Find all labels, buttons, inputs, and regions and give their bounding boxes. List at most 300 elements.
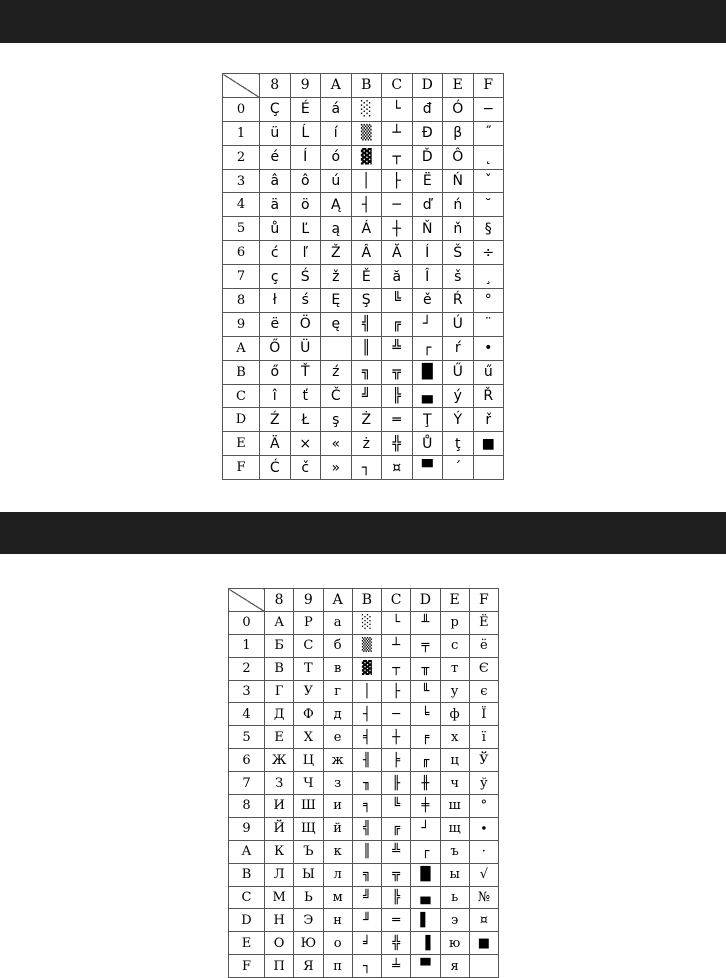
glyph-cell: М [265, 886, 294, 909]
glyph-cell: Ё [469, 611, 498, 634]
table-row [223, 289, 504, 313]
table-row [229, 772, 499, 795]
glyph-cell: ╗ [352, 863, 381, 886]
table-row [223, 312, 504, 336]
glyph-cell: ¤ [382, 456, 413, 480]
character-code-table-top [222, 73, 504, 480]
glyph-cell: í [321, 121, 352, 145]
glyph-cell: Ж [265, 749, 294, 772]
glyph-cell: ▀ [411, 955, 440, 978]
glyph-cell: ╩ [382, 336, 413, 360]
glyph-cell: ˇ [473, 169, 504, 193]
glyph-cell: ∙ [469, 817, 498, 840]
glyph-cell: п [323, 955, 352, 978]
table-row [229, 817, 499, 840]
glyph-cell: ╧ [382, 955, 411, 978]
glyph-cell: Ţ [412, 408, 443, 432]
glyph-cell: ▒ [351, 121, 382, 145]
glyph-cell: ╦ [382, 863, 411, 886]
table-row [223, 408, 504, 432]
glyph-cell: е [323, 726, 352, 749]
glyph-cell: ш [440, 795, 469, 818]
glyph-cell: ë [260, 312, 291, 336]
glyph-cell: ┤ [351, 193, 382, 217]
glyph-cell: щ [440, 817, 469, 840]
glyph-cell: Ů [412, 432, 443, 456]
glyph-cell: ý [443, 384, 474, 408]
glyph-cell: ü [260, 121, 291, 145]
glyph-cell: ÷ [473, 241, 504, 265]
table-row [223, 265, 504, 289]
glyph-cell: Э [294, 909, 323, 932]
glyph-cell: └ [382, 611, 411, 634]
glyph-cell: ═ [382, 909, 411, 932]
glyph-cell: я [440, 955, 469, 978]
glyph-cell: ъ [440, 840, 469, 863]
glyph-cell: ▄ [411, 886, 440, 909]
glyph-cell: Г [265, 680, 294, 703]
glyph-cell: й [323, 817, 352, 840]
glyph-cell: є [469, 680, 498, 703]
glyph-cell: ╢ [352, 749, 381, 772]
row-header: B [223, 360, 260, 384]
glyph-cell: Ъ [294, 840, 323, 863]
glyph-cell: ═ [382, 408, 413, 432]
glyph-cell: Й [265, 817, 294, 840]
row-header: D [229, 909, 265, 932]
glyph-cell: ╣ [352, 817, 381, 840]
glyph-cell: Ą [321, 193, 352, 217]
glyph-cell: ŕ [443, 336, 474, 360]
table-row [223, 97, 504, 121]
glyph-cell: ╕ [352, 795, 381, 818]
glyph-cell: ° [469, 795, 498, 818]
glyph-cell: ■ [473, 432, 504, 456]
glyph-cell: ─ [382, 703, 411, 726]
glyph-cell [473, 456, 504, 480]
glyph-cell: Ä [260, 432, 291, 456]
glyph-cell: ł [260, 289, 291, 313]
glyph-cell: Є [469, 657, 498, 680]
glyph-cell: │ [351, 169, 382, 193]
table-row [229, 657, 499, 680]
table-row [229, 909, 499, 932]
row-header: 9 [223, 312, 260, 336]
glyph-cell: ć [260, 241, 291, 265]
glyph-cell: Ö [290, 312, 321, 336]
corner-cell [229, 589, 265, 612]
glyph-cell: ź [321, 360, 352, 384]
glyph-cell: Ď [412, 145, 443, 169]
glyph-cell: ╠ [382, 384, 413, 408]
row-header: 9 [229, 817, 265, 840]
glyph-cell: ╝ [352, 886, 381, 909]
glyph-cell: ő [260, 360, 291, 384]
table-row [229, 886, 499, 909]
row-header: 1 [223, 121, 260, 145]
glyph-cell: ╘ [411, 703, 440, 726]
row-header: 2 [223, 145, 260, 169]
glyph-cell: ▒ [352, 634, 381, 657]
glyph-cell: ┘ [412, 312, 443, 336]
table-row [229, 932, 499, 955]
glyph-cell: Ř [473, 384, 504, 408]
glyph-cell: Ў [469, 749, 498, 772]
glyph-cell: ╚ [382, 795, 411, 818]
glyph-cell: ┤ [352, 703, 381, 726]
glyph-cell: « [321, 432, 352, 456]
header-row [229, 589, 499, 612]
glyph-cell: ¨ [473, 312, 504, 336]
glyph-cell: Ę [321, 289, 352, 313]
glyph-cell: л [323, 863, 352, 886]
glyph-cell: Ě [351, 265, 382, 289]
glyph-cell: Ň [412, 217, 443, 241]
glyph-cell: з [323, 772, 352, 795]
glyph-cell: ř [473, 408, 504, 432]
glyph-cell: █ [411, 863, 440, 886]
glyph-cell: └ [382, 97, 413, 121]
glyph-cell: ľ [290, 241, 321, 265]
glyph-cell: ї [469, 726, 498, 749]
header-row [223, 74, 504, 98]
glyph-cell: ў [469, 772, 498, 795]
glyph-cell: ╤ [411, 634, 440, 657]
glyph-cell: á [321, 97, 352, 121]
glyph-cell: ╓ [411, 749, 440, 772]
table-row [223, 384, 504, 408]
row-header: 0 [223, 97, 260, 121]
glyph-cell: А [265, 611, 294, 634]
row-header: E [229, 932, 265, 955]
row-header: 1 [229, 634, 265, 657]
glyph-cell: ╔ [382, 312, 413, 336]
glyph-cell: Н [265, 909, 294, 932]
glyph-cell: ú [321, 169, 352, 193]
row-header: 8 [223, 289, 260, 313]
glyph-cell: Ť [290, 360, 321, 384]
row-header: F [223, 456, 260, 480]
glyph-cell: ┴ [382, 634, 411, 657]
glyph-cell: Ш [294, 795, 323, 818]
glyph-cell: ╥ [411, 657, 440, 680]
glyph-cell: » [321, 456, 352, 480]
row-header: 3 [229, 680, 265, 703]
glyph-cell: ˝ [473, 121, 504, 145]
column-header: D [411, 589, 440, 612]
glyph-cell: м [323, 886, 352, 909]
glyph-cell: Ь [294, 886, 323, 909]
character-code-table-bottom [228, 588, 499, 978]
glyph-cell: Ł [290, 408, 321, 432]
glyph-cell: Е [265, 726, 294, 749]
glyph-cell: Á [351, 217, 382, 241]
table-row [223, 145, 504, 169]
row-header: D [223, 408, 260, 432]
row-header: C [229, 886, 265, 909]
glyph-cell: ░ [351, 97, 382, 121]
glyph-cell: ║ [352, 840, 381, 863]
glyph-cell: ă [382, 265, 413, 289]
glyph-cell: Р [294, 611, 323, 634]
glyph-cell: ˘ [473, 193, 504, 217]
glyph-cell: ç [260, 265, 291, 289]
glyph-cell: ╣ [351, 312, 382, 336]
glyph-cell: ╦ [382, 360, 413, 384]
glyph-cell: Ý [443, 408, 474, 432]
glyph-cell: ├ [382, 680, 411, 703]
row-header: C [223, 384, 260, 408]
glyph-cell: √ [469, 863, 498, 886]
glyph-cell: î [260, 384, 291, 408]
glyph-cell: é [260, 145, 291, 169]
glyph-cell: Ó [443, 97, 474, 121]
glyph-cell: П [265, 955, 294, 978]
glyph-cell: х [440, 726, 469, 749]
glyph-cell: ╫ [411, 772, 440, 795]
column-header: B [352, 589, 381, 612]
glyph-cell: С [294, 634, 323, 657]
table-row [229, 680, 499, 703]
glyph-cell: ű [473, 360, 504, 384]
glyph-cell: т [440, 657, 469, 680]
glyph-cell: ж [323, 749, 352, 772]
table-row [229, 749, 499, 772]
glyph-cell: Ş [351, 289, 382, 313]
column-header: 8 [260, 74, 291, 98]
glyph-cell: ╛ [352, 932, 381, 955]
column-header: C [382, 74, 413, 98]
glyph-cell: Т [294, 657, 323, 680]
glyph-cell: Ż [351, 408, 382, 432]
table-row [229, 955, 499, 978]
glyph-cell: Ś [290, 265, 321, 289]
glyph-cell: Ë [412, 169, 443, 193]
glyph-cell: ┬ [382, 657, 411, 680]
glyph-cell: э [440, 909, 469, 932]
table-row [223, 217, 504, 241]
glyph-cell: ч [440, 772, 469, 795]
row-header: 7 [229, 772, 265, 795]
glyph-cell: ´ [443, 456, 474, 480]
glyph-cell: ░ [352, 611, 381, 634]
table-row [229, 703, 499, 726]
glyph-cell: Ô [443, 145, 474, 169]
row-header: B [229, 863, 265, 886]
glyph-cell: о [323, 932, 352, 955]
table-row [229, 611, 499, 634]
glyph-cell: р [440, 611, 469, 634]
glyph-cell: − [473, 97, 504, 121]
column-header: F [473, 74, 504, 98]
glyph-cell: О [265, 932, 294, 955]
glyph-cell: ┐ [352, 955, 381, 978]
glyph-cell: Ő [260, 336, 291, 360]
glyph-cell: ╖ [352, 772, 381, 795]
glyph-cell: │ [352, 680, 381, 703]
glyph-cell [469, 955, 498, 978]
column-header: 9 [294, 589, 323, 612]
glyph-cell: ¸ [473, 265, 504, 289]
table-row [223, 432, 504, 456]
glyph-cell: Č [321, 384, 352, 408]
table-row [223, 241, 504, 265]
corner-cell [223, 74, 260, 98]
glyph-cell: с [440, 634, 469, 657]
glyph-cell: • [473, 336, 504, 360]
glyph-cell: ╟ [382, 772, 411, 795]
glyph-cell: ┼ [382, 726, 411, 749]
row-header: 0 [229, 611, 265, 634]
glyph-cell: ö [290, 193, 321, 217]
glyph-cell: ц [440, 749, 469, 772]
glyph-cell: ╚ [382, 289, 413, 313]
glyph-cell: ┼ [382, 217, 413, 241]
glyph-cell: Ű [443, 360, 474, 384]
glyph-cell: Ź [260, 408, 291, 432]
glyph-cell: ▄ [412, 384, 443, 408]
glyph-cell: ş [321, 408, 352, 432]
glyph-cell: ž [321, 265, 352, 289]
row-header: A [229, 840, 265, 863]
glyph-cell: и [323, 795, 352, 818]
glyph-cell: З [265, 772, 294, 795]
table-row [229, 634, 499, 657]
glyph-cell: ╝ [351, 384, 382, 408]
glyph-cell: § [473, 217, 504, 241]
glyph-cell: ô [290, 169, 321, 193]
glyph-cell: В [265, 657, 294, 680]
glyph-cell: đ [412, 97, 443, 121]
glyph-cell: ▐ [411, 932, 440, 955]
glyph-cell: ď [412, 193, 443, 217]
glyph-cell: ╪ [411, 795, 440, 818]
glyph-cell: Î [412, 265, 443, 289]
glyph-cell: ˛ [473, 145, 504, 169]
glyph-cell: ┘ [411, 817, 440, 840]
glyph-cell: ё [469, 634, 498, 657]
glyph-cell: ╬ [382, 432, 413, 456]
table-row [223, 121, 504, 145]
glyph-cell: ┐ [351, 456, 382, 480]
glyph-cell: д [323, 703, 352, 726]
glyph-cell: К [265, 840, 294, 863]
glyph-cell: ╗ [351, 360, 382, 384]
glyph-cell: ю [440, 932, 469, 955]
glyph-cell: ┌ [412, 336, 443, 360]
glyph-cell: Ľ [290, 217, 321, 241]
glyph-cell: ů [260, 217, 291, 241]
glyph-cell: Ú [443, 312, 474, 336]
glyph-cell: Ü [290, 336, 321, 360]
row-header: 7 [223, 265, 260, 289]
glyph-cell: ▀ [412, 456, 443, 480]
glyph-cell: Ć [260, 456, 291, 480]
row-header: 2 [229, 657, 265, 680]
table-row [223, 360, 504, 384]
glyph-cell: ╨ [411, 611, 440, 634]
glyph-cell: É [290, 97, 321, 121]
glyph-cell: â [260, 169, 291, 193]
column-header: E [443, 74, 474, 98]
glyph-cell: Ю [294, 932, 323, 955]
glyph-cell: у [440, 680, 469, 703]
row-header: F [229, 955, 265, 978]
glyph-cell: ■ [469, 932, 498, 955]
glyph-cell: ╜ [352, 909, 381, 932]
column-header: A [321, 74, 352, 98]
glyph-cell: ó [321, 145, 352, 169]
glyph-cell: ¤ [469, 909, 498, 932]
glyph-cell: ф [440, 703, 469, 726]
glyph-cell: ń [443, 193, 474, 217]
glyph-cell: Â [351, 241, 382, 265]
row-header: 6 [229, 749, 265, 772]
glyph-cell: Ń [443, 169, 474, 193]
glyph-cell: č [290, 456, 321, 480]
glyph-cell: ╙ [411, 680, 440, 703]
row-header: 4 [223, 193, 260, 217]
glyph-cell: ż [351, 432, 382, 456]
table-row [229, 726, 499, 749]
glyph-cell: Ы [294, 863, 323, 886]
glyph-cell: Я [294, 955, 323, 978]
table-row [223, 456, 504, 480]
glyph-cell: ň [443, 217, 474, 241]
glyph-cell: ę [321, 312, 352, 336]
section-header-bar-bottom [0, 512, 726, 554]
glyph-cell: · [469, 840, 498, 863]
row-header: 5 [223, 217, 260, 241]
table-row [223, 169, 504, 193]
glyph-cell: β [443, 121, 474, 145]
row-header: A [223, 336, 260, 360]
glyph-cell: █ [412, 360, 443, 384]
glyph-cell: ║ [351, 336, 382, 360]
column-header: D [412, 74, 443, 98]
section-header-bar-top [0, 0, 726, 43]
column-header: E [440, 589, 469, 612]
glyph-cell: Ч [294, 772, 323, 795]
glyph-cell: ▓ [351, 145, 382, 169]
glyph-cell: Ă [382, 241, 413, 265]
row-header: 6 [223, 241, 260, 265]
table-row [229, 863, 499, 886]
glyph-cell: Щ [294, 817, 323, 840]
glyph-cell: Ĺ [290, 121, 321, 145]
glyph-cell: ╬ [382, 932, 411, 955]
glyph-cell [321, 336, 352, 360]
glyph-cell: ä [260, 193, 291, 217]
glyph-cell: б [323, 634, 352, 657]
table-row [223, 193, 504, 217]
glyph-cell: в [323, 657, 352, 680]
glyph-cell: ╔ [382, 817, 411, 840]
glyph-cell: ╩ [382, 840, 411, 863]
glyph-cell: ▓ [352, 657, 381, 680]
glyph-cell: ┌ [411, 840, 440, 863]
glyph-cell: ╞ [382, 749, 411, 772]
glyph-cell: ╠ [382, 886, 411, 909]
glyph-cell: × [290, 432, 321, 456]
glyph-cell: Ç [260, 97, 291, 121]
glyph-cell: Ї [469, 703, 498, 726]
row-header: E [223, 432, 260, 456]
column-header: F [469, 589, 498, 612]
glyph-cell: ╡ [352, 726, 381, 749]
glyph-cell: ┴ [382, 121, 413, 145]
glyph-cell: Ŕ [443, 289, 474, 313]
